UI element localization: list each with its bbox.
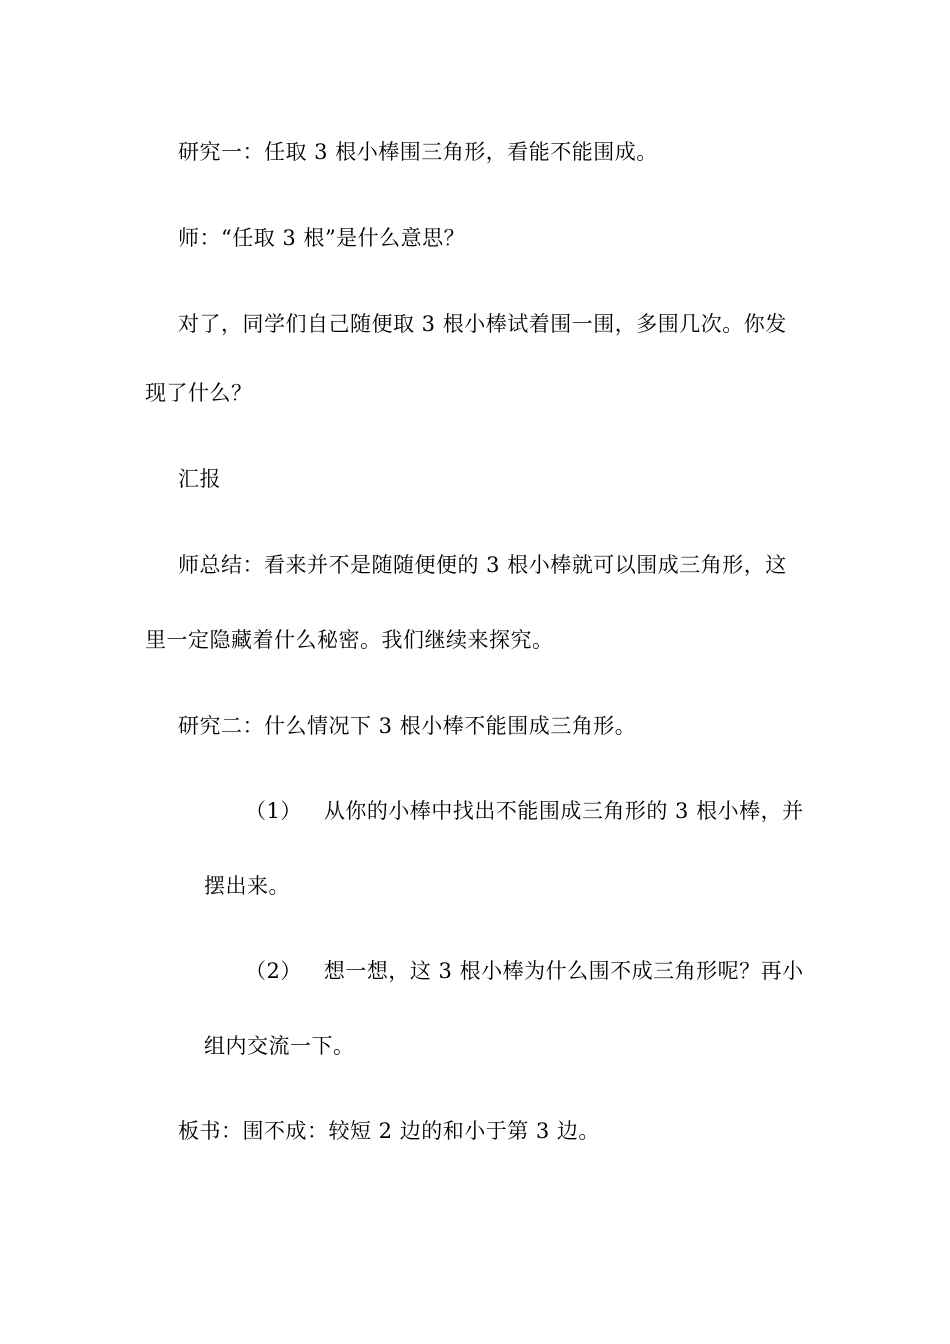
teacher-summary-line-1: 师总结：看来并不是随随便便的 3 根小棒就可以围成三角形，这 bbox=[178, 553, 787, 577]
instruction-paragraph-line-1: 对了，同学们自己随便取 3 根小棒试着围一围，多围几次。你发 bbox=[178, 312, 787, 336]
list-item-2-text: 想一想，这 3 根小棒为什么围不成三角形呢？再小 bbox=[323, 959, 804, 983]
list-marker-1: （1） bbox=[245, 799, 302, 823]
list-item-2 bbox=[245, 958, 804, 984]
teacher-summary-line-2: 里一定隐藏着什么秘密。我们继续来探究。 bbox=[145, 628, 554, 652]
report-heading: 汇报 bbox=[178, 467, 221, 491]
research-two-paragraph: 研究二：什么情况下 3 根小棒不能围成三角形。 bbox=[178, 714, 637, 738]
list-item-1 bbox=[245, 798, 804, 824]
list-item-1-text: 从你的小棒中找出不能围成三角形的 3 根小棒，并 bbox=[323, 799, 804, 823]
list-marker-2: （2） bbox=[245, 959, 302, 983]
teacher-question: 师：“任取 3 根”是什么意思？ bbox=[178, 226, 466, 250]
research-one-paragraph: 研究一：任取 3 根小棒围三角形，看能不能围成。 bbox=[178, 140, 658, 164]
instruction-paragraph-line-2: 现了什么？ bbox=[145, 381, 253, 405]
list-item-1-continuation: 摆出来。 bbox=[204, 874, 290, 898]
board-note: 板书：围不成：较短 2 边的和小于第 3 边。 bbox=[178, 1119, 600, 1143]
list-item-2-continuation: 组内交流一下。 bbox=[204, 1034, 355, 1058]
